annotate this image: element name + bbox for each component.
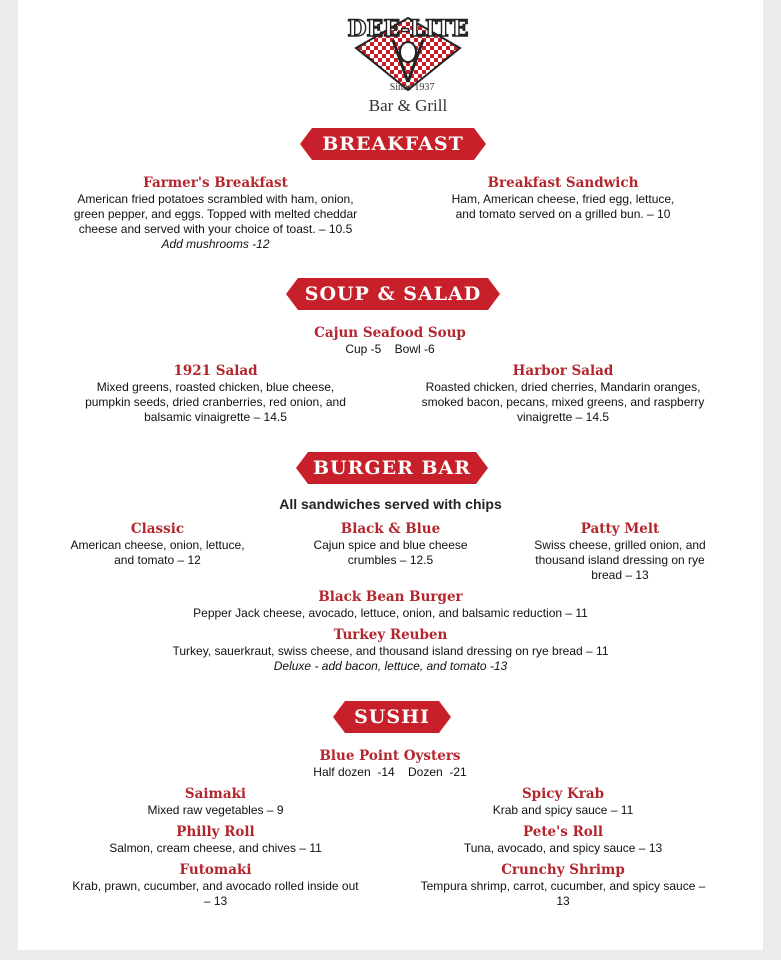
item-name: Philly Roll <box>176 824 255 840</box>
section-banner-sushi: SUSHI <box>345 701 439 733</box>
item-name: Blue Point Oysters <box>319 748 461 764</box>
menu-item <box>73 175 358 252</box>
item-description: Cajun spice and blue cheese crumbles – 12.5 <box>313 538 468 567</box>
item-name: 1921 Salad <box>173 363 258 379</box>
item-description: Mixed raw vegetables – 9 <box>147 803 284 817</box>
item-name: Patty Melt <box>580 521 660 537</box>
menu-item <box>73 824 358 856</box>
item-name: Saimaki <box>184 786 247 802</box>
item-name: Spicy Krab <box>521 786 605 802</box>
section-banner-breakfast: BREAKFAST <box>312 128 474 160</box>
menu-item <box>70 521 245 568</box>
item-name: Breakfast Sandwich <box>487 175 639 191</box>
item-description: Mixed greens, roasted chicken, blue cheese, pumpkin seeds, dried cranberries, red onion, and balsamic vinaigrette – 14.5 <box>85 380 346 424</box>
item-description: Krab and spicy sauce – 11 <box>492 803 634 817</box>
menu-item <box>413 862 713 909</box>
item-description: American cheese, onion, lettuce, and tomato – 12 <box>70 538 245 567</box>
item-note: Add mushrooms -12 <box>161 237 270 251</box>
menu-item <box>418 363 708 425</box>
item-description: Ham, American cheese, fried egg, lettuce, and tomato served on a grilled bun. – 10 <box>451 192 675 221</box>
item-name: Black Bean Burger <box>318 589 463 605</box>
item-description: Krab, prawn, cucumber, and avocado rolled inside out – 13 <box>72 879 359 908</box>
item-name: Classic <box>130 521 185 537</box>
item-description: Salmon, cream cheese, and chives – 11 <box>109 841 322 855</box>
item-description: Swiss cheese, grilled onion, and thousand island dressing on rye bread – 13 <box>534 538 706 582</box>
item-name: Crunchy Shrimp <box>501 862 625 878</box>
menu-item <box>73 786 358 818</box>
item-description: Turkey, sauerkraut, swiss cheese, and thousand island dressing on rye bread – 11 <box>172 644 609 658</box>
menu-item <box>240 748 540 780</box>
menu-item <box>240 325 540 357</box>
item-name: Futomaki <box>179 862 252 878</box>
section-banner-burger-bar: BURGER BAR <box>308 452 476 484</box>
item-description: Tuna, avocado, and spicy sauce – 13 <box>463 841 663 855</box>
item-name: Turkey Reuben <box>333 627 448 643</box>
restaurant-subtitle: Bar & Grill <box>368 96 448 115</box>
menu-item <box>138 589 643 621</box>
menu-item <box>68 862 363 909</box>
menu-item <box>418 824 708 856</box>
item-name: Pete's Roll <box>522 824 604 840</box>
svg-text:DEE-LITE: DEE-LITE <box>347 16 469 42</box>
logo-lettering <box>338 10 478 96</box>
svg-text:Since 1937: Since 1937 <box>389 82 435 93</box>
menu-item <box>138 627 643 674</box>
item-description: American fried potatoes scrambled with ham, onion, green pepper, and eggs. Topped with melted cheddar cheese and served with your choice of toast. – 10.5 <box>73 192 358 236</box>
menu-item <box>303 521 478 568</box>
item-name: Harbor Salad <box>512 363 614 379</box>
item-description: Pepper Jack cheese, avocado, lettuce, onion, and balsamic reduction – 11 <box>193 606 588 620</box>
menu-item <box>418 175 708 222</box>
item-description: Roasted chicken, dried cherries, Mandarin oranges, smoked bacon, pecans, mixed greens, and raspberry vinaigrette – 14.5 <box>421 380 705 424</box>
item-description: Tempura shrimp, carrot, cucumber, and spicy sauce – 13 <box>420 879 706 908</box>
item-note: Deluxe - add bacon, lettuce, and tomato -13 <box>273 659 508 673</box>
item-name: Farmer's Breakfast <box>143 175 288 191</box>
menu-item <box>418 786 708 818</box>
menu-page <box>18 0 763 950</box>
item-name: Black & Blue <box>340 521 441 537</box>
item-name: Cajun Seafood Soup <box>314 325 466 341</box>
section-banner-soup-salad: SOUP & SALAD <box>298 278 488 310</box>
menu-item <box>73 363 358 425</box>
item-description: Half dozen -14 Dozen -21 <box>313 765 467 779</box>
item-description: Cup -5 Bowl -6 <box>345 342 435 356</box>
menu-item <box>530 521 710 583</box>
restaurant-logo <box>328 10 488 120</box>
served-with-note: All sandwiches served with chips <box>279 496 502 512</box>
